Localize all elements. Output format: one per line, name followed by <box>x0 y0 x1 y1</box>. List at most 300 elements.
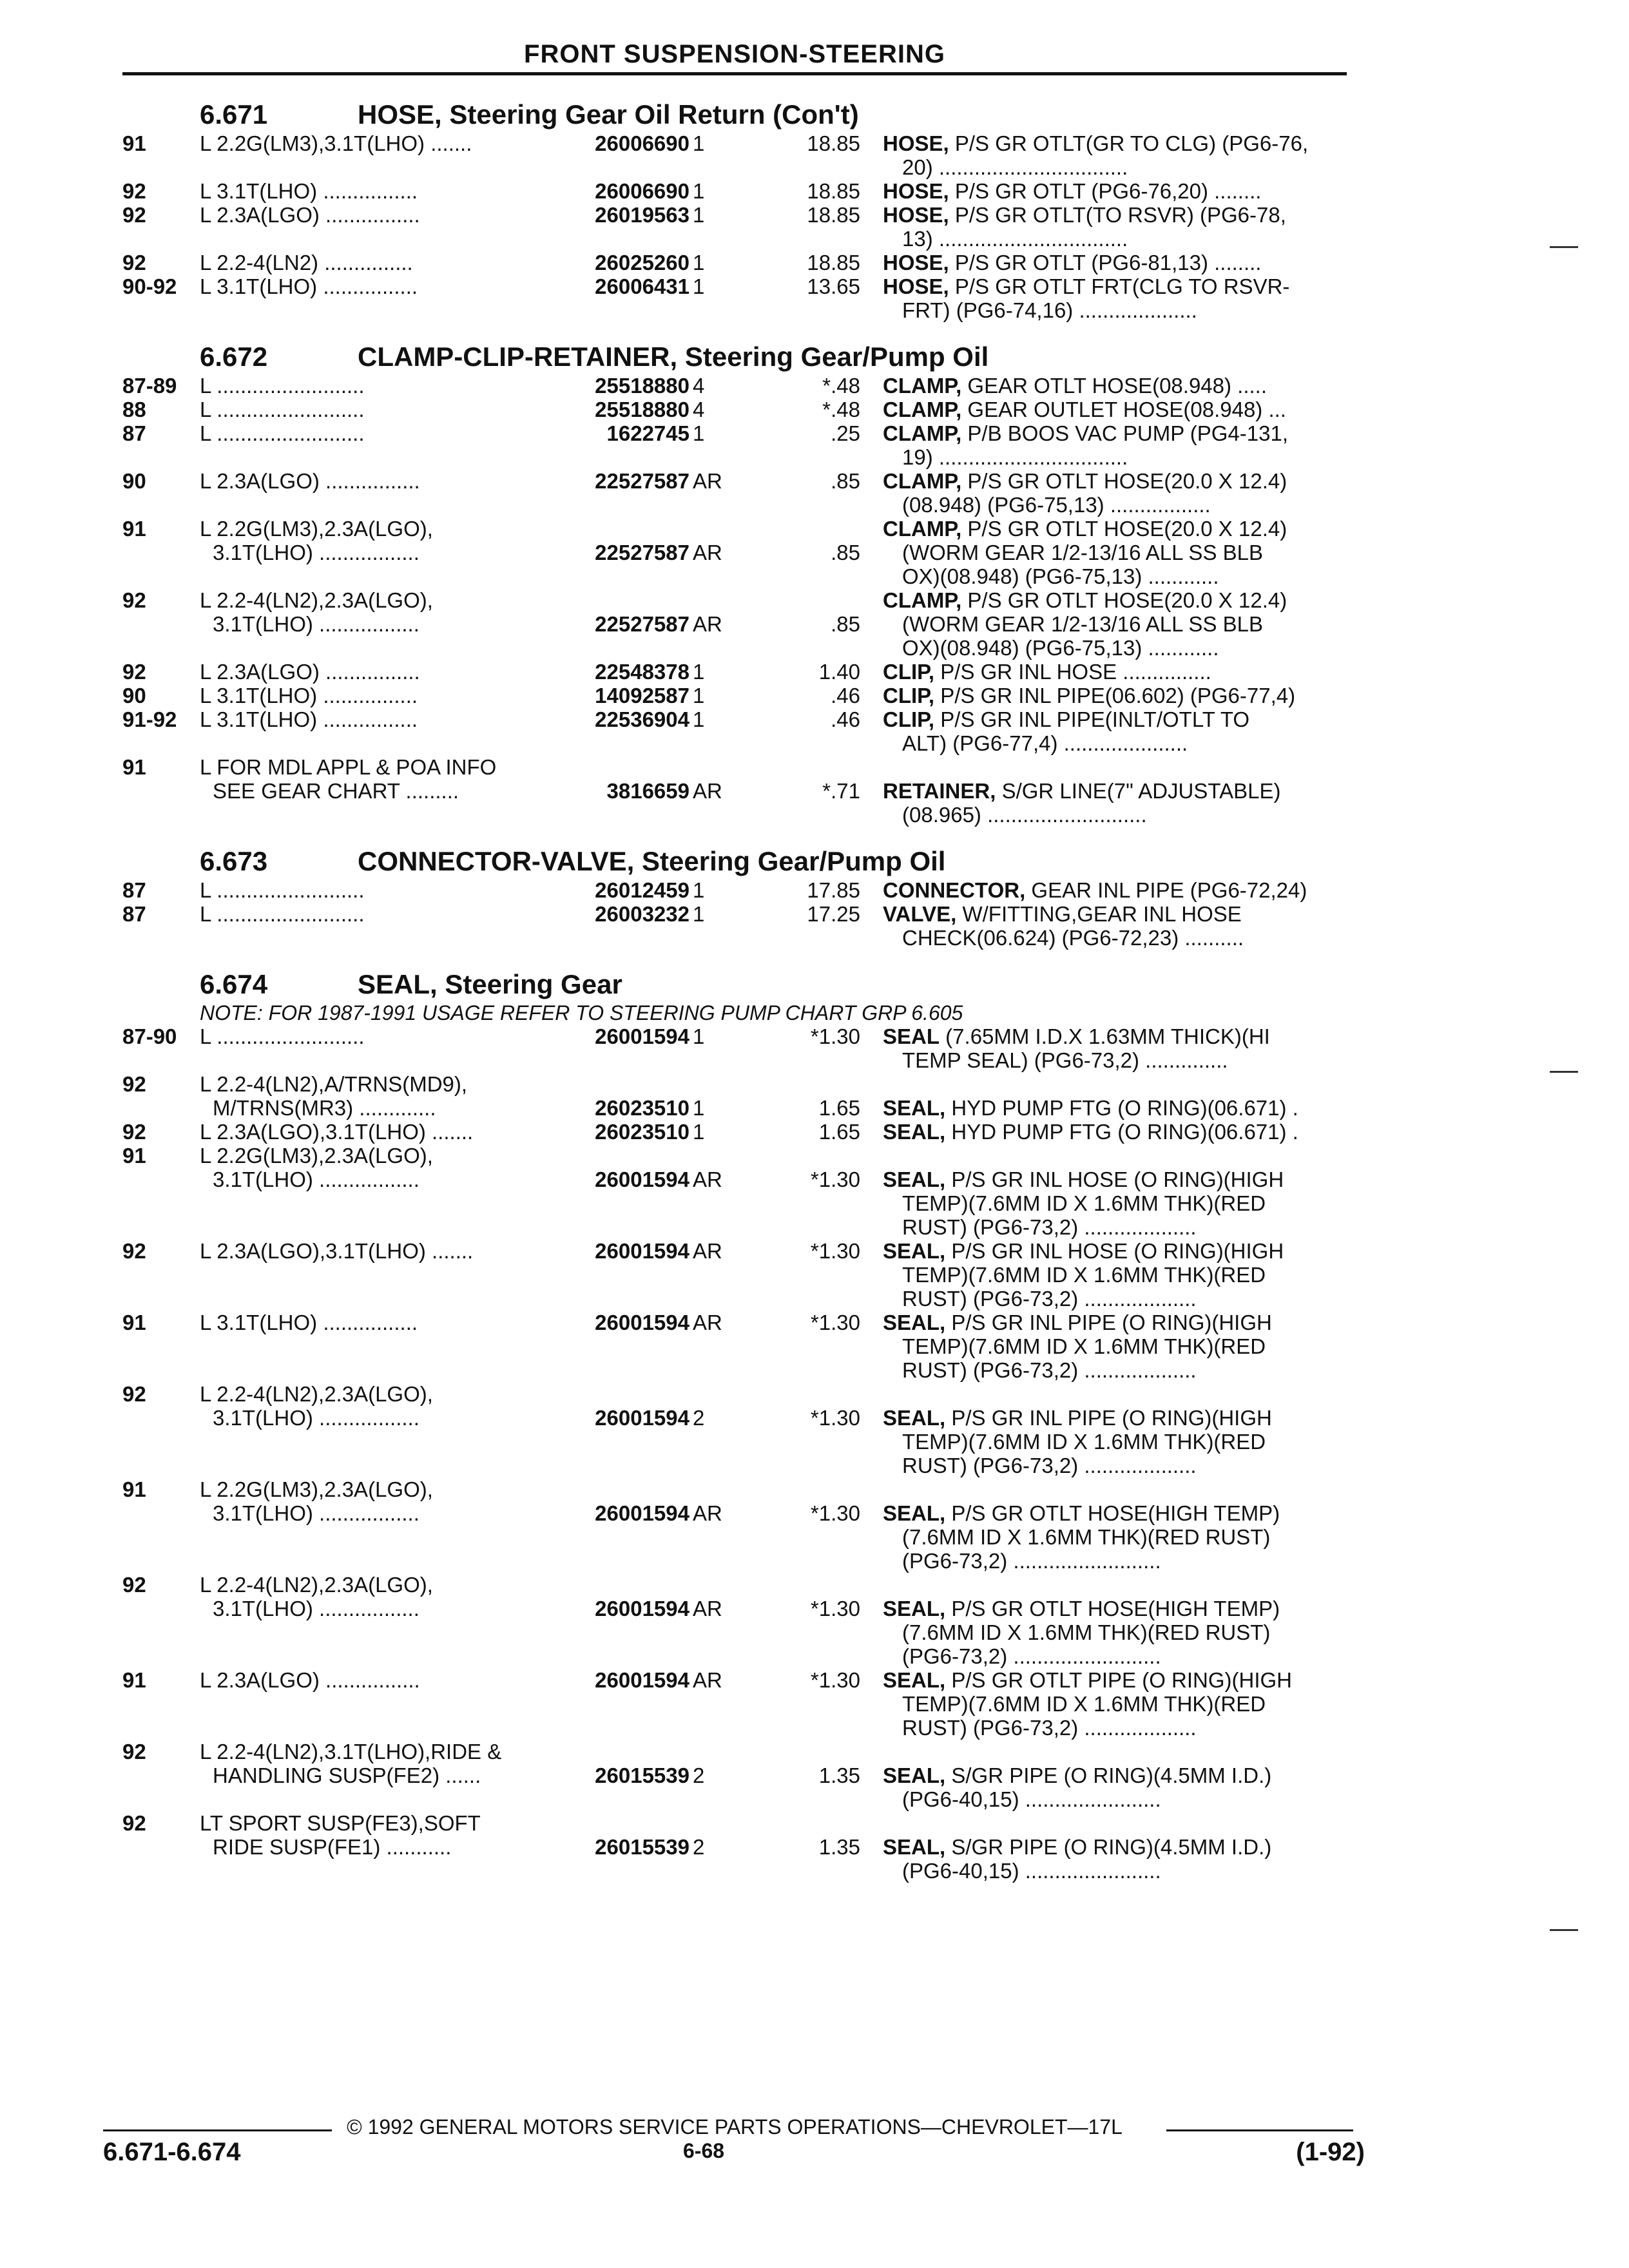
price: *.48 <box>822 374 860 398</box>
section-number: 6.674 <box>200 969 268 999</box>
model-year: 92 <box>122 1382 146 1406</box>
price: *1.30 <box>810 1501 860 1525</box>
table-row <box>122 755 1353 827</box>
description-line: RUST) (PG6-73,2) ................... <box>902 1358 1197 1382</box>
description-line: FRT) (PG6-74,16) .................... <box>902 298 1197 322</box>
description <box>883 274 1353 322</box>
price: *1.30 <box>810 1597 860 1620</box>
table-row <box>122 274 1353 322</box>
footer-page-number: 6-68 <box>683 2139 725 2162</box>
quantity: 1 <box>693 1096 705 1120</box>
application-line: L 2.3A(LGO),3.1T(LHO) ....... <box>200 1239 474 1263</box>
description-line <box>883 1740 1353 1763</box>
description <box>883 755 1353 827</box>
description-line: CHECK(06.624) (PG6-72,23) .......... <box>902 926 1244 950</box>
table-row <box>122 1740 1353 1811</box>
table-row <box>122 1120 1353 1144</box>
application-line: M/TRNS(MR3) ............. <box>213 1096 436 1120</box>
price: *1.30 <box>810 1668 860 1692</box>
description-keyword: CONNECTOR, <box>883 878 1026 902</box>
model-year: 92 <box>122 251 146 274</box>
description-keyword: HOSE, <box>883 251 949 274</box>
application-line: L FOR MDL APPL & POA INFO <box>200 755 497 779</box>
description <box>883 517 1353 588</box>
price: 18.85 <box>807 131 860 155</box>
description-line: CLAMP, P/S GR OTLT HOSE(20.0 X 12.4) <box>883 517 1287 541</box>
price: *.48 <box>822 398 860 421</box>
part-number: 26025260 <box>595 251 689 274</box>
application-line: HANDLING SUSP(FE2) ...... <box>213 1763 481 1787</box>
application-line: L 2.3A(LGO) ................ <box>200 660 420 684</box>
quantity: AR <box>693 1239 722 1263</box>
description-keyword: SEAL, <box>883 1311 946 1334</box>
description-keyword: SEAL, <box>883 1168 946 1191</box>
model-year: 87 <box>122 878 146 902</box>
application-line: RIDE SUSP(FE1) ........... <box>213 1835 452 1859</box>
description-line: SEAL, P/S GR OTLT PIPE (O RING)(HIGH <box>883 1668 1293 1692</box>
table-row <box>122 878 1353 902</box>
quantity: AR <box>693 1597 722 1620</box>
description <box>883 1382 1353 1477</box>
part-number: 25518880 <box>595 398 689 421</box>
description-line: CLIP, P/S GR INL PIPE(06.602) (PG6-77,4) <box>883 684 1296 707</box>
quantity: AR <box>693 779 722 803</box>
quantity: 1 <box>693 203 705 227</box>
description-line: (7.6MM ID X 1.6MM THK)(RED RUST) <box>902 1525 1271 1549</box>
model-year: 91 <box>122 1311 146 1334</box>
part-number: 26023510 <box>595 1096 689 1120</box>
application-line: 3.1T(LHO) ................. <box>213 612 419 636</box>
part-number: 22527587 <box>595 541 689 564</box>
description-keyword: CLAMP, <box>883 469 962 493</box>
description-line: (PG6-73,2) ......................... <box>902 1549 1161 1573</box>
model-year: 92 <box>122 1740 146 1763</box>
part-number: 1622745 <box>606 421 689 445</box>
footer-date-code: (1-92) <box>1296 2138 1365 2166</box>
table-row <box>122 203 1353 251</box>
description-keyword: SEAL, <box>883 1239 946 1263</box>
description-keyword: SEAL <box>883 1024 940 1048</box>
part-number: 26001594 <box>595 1668 689 1692</box>
model-year: 92 <box>122 179 146 203</box>
application-line: L 2.3A(LGO) ................ <box>200 203 420 227</box>
description <box>883 1668 1353 1740</box>
description-keyword: SEAL, <box>883 1406 946 1430</box>
description <box>883 469 1353 517</box>
quantity: AR <box>693 1668 722 1692</box>
description <box>883 374 1353 398</box>
quantity: 2 <box>693 1763 705 1787</box>
model-year: 92 <box>122 660 146 684</box>
price: *1.30 <box>810 1406 860 1430</box>
table-row <box>122 684 1353 707</box>
application-line: SEE GEAR CHART ......... <box>213 779 459 803</box>
part-number: 25518880 <box>595 374 689 398</box>
description <box>883 1477 1353 1573</box>
description-line: SEAL, HYD PUMP FTG (O RING)(06.671) . <box>883 1120 1298 1144</box>
table-row <box>122 1311 1353 1382</box>
section-heading <box>122 965 1353 1001</box>
margin-mark <box>1550 1071 1578 1073</box>
price: .85 <box>831 469 860 493</box>
description-line: (PG6-40,15) ....................... <box>902 1859 1161 1883</box>
quantity: AR <box>693 1501 722 1525</box>
description-line <box>883 1144 1353 1168</box>
description-line: SEAL, P/S GR INL PIPE (O RING)(HIGH <box>883 1406 1272 1430</box>
description-line: (WORM GEAR 1/2-13/16 ALL SS BLB <box>902 612 1264 636</box>
price: 1.40 <box>818 660 860 684</box>
description <box>883 707 1353 755</box>
table-row <box>122 1573 1353 1668</box>
description-line: OX)(08.948) (PG6-75,13) ............ <box>902 564 1219 588</box>
description <box>883 588 1353 660</box>
table-row <box>122 1144 1353 1239</box>
section-title-text: CONNECTOR-VALVE, Steering Gear/Pump Oil <box>358 846 946 876</box>
quantity: 1 <box>693 179 705 203</box>
table-row <box>122 588 1353 660</box>
part-number: 22527587 <box>595 469 689 493</box>
quantity: AR <box>693 469 722 493</box>
description-keyword: CLAMP, <box>883 421 962 445</box>
description-line: RUST) (PG6-73,2) ................... <box>902 1716 1197 1740</box>
description-keyword: HOSE, <box>883 203 949 227</box>
quantity: 1 <box>693 660 705 684</box>
quantity: 1 <box>693 421 705 445</box>
description <box>883 1144 1353 1239</box>
description <box>883 179 1353 203</box>
application-line: L 2.2G(LM3),2.3A(LGO), <box>200 1477 433 1501</box>
description-line: RUST) (PG6-73,2) ................... <box>902 1215 1197 1239</box>
parts-listing <box>122 91 1353 1894</box>
price: 17.85 <box>807 878 860 902</box>
quantity: AR <box>693 1168 722 1191</box>
application-line: L 3.1T(LHO) ................ <box>200 684 418 707</box>
description-line: SEAL (7.65MM I.D.X 1.63MM THICK)(HI <box>883 1024 1270 1048</box>
model-year: 88 <box>122 398 146 421</box>
description-line: 13) ................................ <box>902 227 1128 251</box>
description <box>883 251 1353 274</box>
quantity: AR <box>693 612 722 636</box>
description <box>883 878 1353 902</box>
description-keyword: CLIP, <box>883 684 935 707</box>
price: *1.30 <box>810 1168 860 1191</box>
quantity: 1 <box>693 274 705 298</box>
price: *1.30 <box>810 1311 860 1334</box>
table-row <box>122 517 1353 588</box>
price: .85 <box>831 541 860 564</box>
application-line: L ......................... <box>200 398 365 421</box>
section-title-text: HOSE, Steering Gear Oil Return (Con't) <box>358 99 859 130</box>
description <box>883 131 1353 179</box>
description-line: CLIP, P/S GR INL HOSE ............... <box>883 660 1211 684</box>
price: 1.35 <box>818 1763 860 1787</box>
description-line: (PG6-40,15) ....................... <box>902 1787 1161 1811</box>
description-line: HOSE, P/S GR OTLT FRT(CLG TO RSVR- <box>883 274 1290 298</box>
model-year: 87 <box>122 421 146 445</box>
model-year: 91 <box>122 1144 146 1168</box>
application-line: L 2.2-4(LN2),2.3A(LGO), <box>200 1573 433 1597</box>
table-row <box>122 660 1353 684</box>
description-keyword: CLAMP, <box>883 588 962 612</box>
description-keyword: HOSE, <box>883 179 949 203</box>
footer-copyright: © 1992 GENERAL MOTORS SERVICE PARTS OPERATIONS—CHEVROLET—17L <box>347 2115 1123 2138</box>
model-year: 92 <box>122 1811 146 1835</box>
application-line: 3.1T(LHO) ................. <box>213 541 419 564</box>
table-row <box>122 179 1353 203</box>
model-year: 92 <box>122 1120 146 1144</box>
part-number: 26015539 <box>595 1835 689 1859</box>
price: .46 <box>831 707 860 731</box>
part-number: 26001594 <box>595 1311 689 1334</box>
description-line: CLAMP, P/B BOOS VAC PUMP (PG4-131, <box>883 421 1289 445</box>
model-year: 87-90 <box>122 1024 177 1048</box>
description-keyword: CLIP, <box>883 707 935 731</box>
model-year: 91 <box>122 1477 146 1501</box>
description-line: TEMP SEAL) (PG6-73,2) .............. <box>902 1048 1228 1072</box>
price: 13.65 <box>807 274 860 298</box>
description-line: (08.948) (PG6-75,13) ................. <box>902 493 1211 517</box>
quantity: 2 <box>693 1835 705 1859</box>
description-line: 20) ................................ <box>902 155 1128 179</box>
description-line: CONNECTOR, GEAR INL PIPE (PG6-72,24) <box>883 878 1307 902</box>
model-year: 87-89 <box>122 374 177 398</box>
part-number: 26001594 <box>595 1024 689 1048</box>
table-row <box>122 1024 1353 1072</box>
price: *1.30 <box>810 1239 860 1263</box>
part-number: 26001594 <box>595 1597 689 1620</box>
table-row <box>122 398 1353 421</box>
description-keyword: CLAMP, <box>883 374 962 398</box>
price: *.71 <box>822 779 860 803</box>
description-line <box>883 1382 1353 1406</box>
model-year: 91 <box>122 755 146 779</box>
description-line: SEAL, P/S GR OTLT HOSE(HIGH TEMP) <box>883 1597 1280 1620</box>
price: 1.65 <box>818 1096 860 1120</box>
part-number: 22536904 <box>595 707 689 731</box>
description <box>883 1311 1353 1382</box>
table-row <box>122 469 1353 517</box>
description <box>883 1072 1353 1120</box>
part-number: 26001594 <box>595 1239 689 1263</box>
description-line: TEMP)(7.6MM ID X 1.6MM THK)(RED <box>902 1692 1266 1716</box>
description-line: (08.965) ........................... <box>902 803 1147 827</box>
description-line <box>883 1811 1353 1835</box>
description <box>883 1120 1353 1144</box>
price: 18.85 <box>807 251 860 274</box>
section-gap <box>122 322 1353 334</box>
section-number: 6.672 <box>200 341 268 372</box>
application-line: L 2.2G(LM3),2.3A(LGO), <box>200 1144 433 1168</box>
description-keyword: RETAINER, <box>883 779 996 803</box>
description-line: SEAL, P/S GR INL PIPE (O RING)(HIGH <box>883 1311 1272 1334</box>
margin-mark <box>1550 1929 1578 1931</box>
description-keyword: SEAL, <box>883 1668 946 1692</box>
description-keyword: HOSE, <box>883 274 949 298</box>
application-line: 3.1T(LHO) ................. <box>213 1168 419 1191</box>
description-line <box>883 755 1353 779</box>
quantity: 4 <box>693 398 705 421</box>
description-line: ALT) (PG6-77,4) ..................... <box>902 731 1188 755</box>
description-line: SEAL, P/S GR OTLT HOSE(HIGH TEMP) <box>883 1501 1280 1525</box>
application-line: L 2.2-4(LN2),2.3A(LGO), <box>200 1382 433 1406</box>
quantity: 1 <box>693 684 705 707</box>
description-keyword: SEAL, <box>883 1835 946 1859</box>
description-keyword: SEAL, <box>883 1501 946 1525</box>
description-keyword: SEAL, <box>883 1120 946 1144</box>
application-line: L 2.2G(LM3),3.1T(LHO) ....... <box>200 131 472 155</box>
description-line <box>883 1477 1353 1501</box>
description-line: SEAL, S/GR PIPE (O RING)(4.5MM I.D.) <box>883 1835 1272 1859</box>
application-line: L 3.1T(LHO) ................ <box>200 179 418 203</box>
part-number: 22548378 <box>595 660 689 684</box>
application-line: L 2.2-4(LN2),3.1T(LHO),RIDE & <box>200 1740 502 1763</box>
table-row <box>122 1072 1353 1120</box>
section-title-text: CLAMP-CLIP-RETAINER, Steering Gear/Pump Oil <box>358 341 989 372</box>
description-line: TEMP)(7.6MM ID X 1.6MM THK)(RED <box>902 1334 1266 1358</box>
description-keyword: SEAL, <box>883 1096 946 1120</box>
header-rule <box>122 72 1347 75</box>
price: 18.85 <box>807 179 860 203</box>
description-line: (PG6-73,2) ......................... <box>902 1644 1161 1668</box>
section-gap <box>122 827 1353 838</box>
table-row <box>122 1811 1353 1883</box>
application-line: L 2.3A(LGO),3.1T(LHO) ....... <box>200 1120 474 1144</box>
description <box>883 1740 1353 1811</box>
application-line: 3.1T(LHO) ................. <box>213 1501 419 1525</box>
quantity: 2 <box>693 1406 705 1430</box>
table-row <box>122 1239 1353 1311</box>
section-heading <box>122 338 1353 374</box>
application-line: 3.1T(LHO) ................. <box>213 1406 419 1430</box>
application-line: L 3.1T(LHO) ................ <box>200 274 418 298</box>
price: 18.85 <box>807 203 860 227</box>
margin-mark <box>1550 246 1578 248</box>
page-title: FRONT SUSPENSION-STEERING <box>524 40 945 68</box>
model-year: 92 <box>122 1072 146 1096</box>
description-keyword: HOSE, <box>883 131 949 155</box>
section-note: NOTE: FOR 1987-1991 USAGE REFER TO STEERING PUMP CHART GRP 6.605 <box>200 1001 963 1024</box>
part-number: 26001594 <box>595 1168 689 1191</box>
part-number: 26001594 <box>595 1501 689 1525</box>
section-heading <box>122 95 1353 131</box>
part-number: 26001594 <box>595 1406 689 1430</box>
description <box>883 902 1353 950</box>
description-keyword: CLAMP, <box>883 517 962 541</box>
model-year: 91 <box>122 1668 146 1692</box>
description-line: OX)(08.948) (PG6-75,13) ............ <box>902 636 1219 660</box>
part-number: 26012459 <box>595 878 689 902</box>
price: 17.25 <box>807 902 860 926</box>
application-line: L 3.1T(LHO) ................ <box>200 1311 418 1334</box>
application-line: L ......................... <box>200 421 365 445</box>
description-line: TEMP)(7.6MM ID X 1.6MM THK)(RED <box>902 1430 1266 1454</box>
model-year: 91 <box>122 131 146 155</box>
application-line: L ......................... <box>200 374 365 398</box>
model-year: 92 <box>122 203 146 227</box>
part-number: 26023510 <box>595 1120 689 1144</box>
description <box>883 660 1353 684</box>
application-line: L 2.3A(LGO) ................ <box>200 469 420 493</box>
description-line: RETAINER, S/GR LINE(7" ADJUSTABLE) <box>883 779 1281 803</box>
table-row <box>122 707 1353 755</box>
table-row <box>122 1668 1353 1740</box>
model-year: 90 <box>122 684 146 707</box>
application-line: L 2.2-4(LN2),A/TRNS(MD9), <box>200 1072 468 1096</box>
table-row <box>122 421 1353 469</box>
description-line: (WORM GEAR 1/2-13/16 ALL SS BLB <box>902 541 1264 564</box>
model-year: 90 <box>122 469 146 493</box>
description-line: HOSE, P/S GR OTLT(TO RSVR) (PG6-78, <box>883 203 1286 227</box>
price: 1.65 <box>818 1120 860 1144</box>
part-number: 26006690 <box>595 131 689 155</box>
model-year: 91 <box>122 517 146 541</box>
part-number: 3816659 <box>606 779 689 803</box>
price: .85 <box>831 612 860 636</box>
description-keyword: VALVE, <box>883 902 957 926</box>
quantity: 1 <box>693 251 705 274</box>
quantity: 1 <box>693 1024 705 1048</box>
description-line: (7.6MM ID X 1.6MM THK)(RED RUST) <box>902 1620 1271 1644</box>
table-row <box>122 374 1353 398</box>
application-line: L 3.1T(LHO) ................ <box>200 707 418 731</box>
part-number: 26006690 <box>595 179 689 203</box>
application-line: L 2.2G(LM3),2.3A(LGO), <box>200 517 433 541</box>
description-line: 19) ................................ <box>902 445 1128 469</box>
model-year: 90-92 <box>122 274 177 298</box>
application-line: LT SPORT SUSP(FE3),SOFT <box>200 1811 481 1835</box>
table-row <box>122 131 1353 179</box>
description-keyword: CLAMP, <box>883 398 962 421</box>
section-number: 6.673 <box>200 846 268 876</box>
description <box>883 1573 1353 1668</box>
description-line: TEMP)(7.6MM ID X 1.6MM THK)(RED <box>902 1191 1266 1215</box>
application-line: L ......................... <box>200 1024 365 1048</box>
description-line: SEAL, P/S GR INL HOSE (O RING)(HIGH <box>883 1239 1284 1263</box>
description-keyword: SEAL, <box>883 1597 946 1620</box>
application-line: L ......................... <box>200 902 365 926</box>
description <box>883 421 1353 469</box>
price: .46 <box>831 684 860 707</box>
quantity: 1 <box>693 878 705 902</box>
description-line: VALVE, W/FITTING,GEAR INL HOSE <box>883 902 1242 926</box>
application-line: L 2.2-4(LN2),2.3A(LGO), <box>200 588 433 612</box>
footer-section-range: 6.671-6.674 <box>103 2138 241 2166</box>
description <box>883 1811 1353 1883</box>
quantity: 1 <box>693 1120 705 1144</box>
part-number: 26015539 <box>595 1763 689 1787</box>
quantity: AR <box>693 1311 722 1334</box>
description-keyword: SEAL, <box>883 1763 946 1787</box>
application-line: L 2.3A(LGO) ................ <box>200 1668 420 1692</box>
description <box>883 398 1353 421</box>
description-line <box>883 1573 1353 1597</box>
price: *1.30 <box>810 1024 860 1048</box>
model-year: 92 <box>122 1573 146 1597</box>
model-year: 91-92 <box>122 707 177 731</box>
section-number: 6.671 <box>200 99 268 130</box>
application-line: L 2.2-4(LN2) ............... <box>200 251 413 274</box>
section-title-text: SEAL, Steering Gear <box>358 969 622 999</box>
description-line: CLAMP, P/S GR OTLT HOSE(20.0 X 12.4) <box>883 588 1287 612</box>
part-number: 26003232 <box>595 902 689 926</box>
description-line: HOSE, P/S GR OTLT(GR TO CLG) (PG6-76, <box>883 131 1309 155</box>
description <box>883 684 1353 707</box>
description-line: RUST) (PG6-73,2) ................... <box>902 1454 1197 1477</box>
quantity: AR <box>693 541 722 564</box>
table-row <box>122 1477 1353 1573</box>
description-line: CLAMP, GEAR OUTLET HOSE(08.948) ... <box>883 398 1286 421</box>
section-heading <box>122 842 1353 878</box>
